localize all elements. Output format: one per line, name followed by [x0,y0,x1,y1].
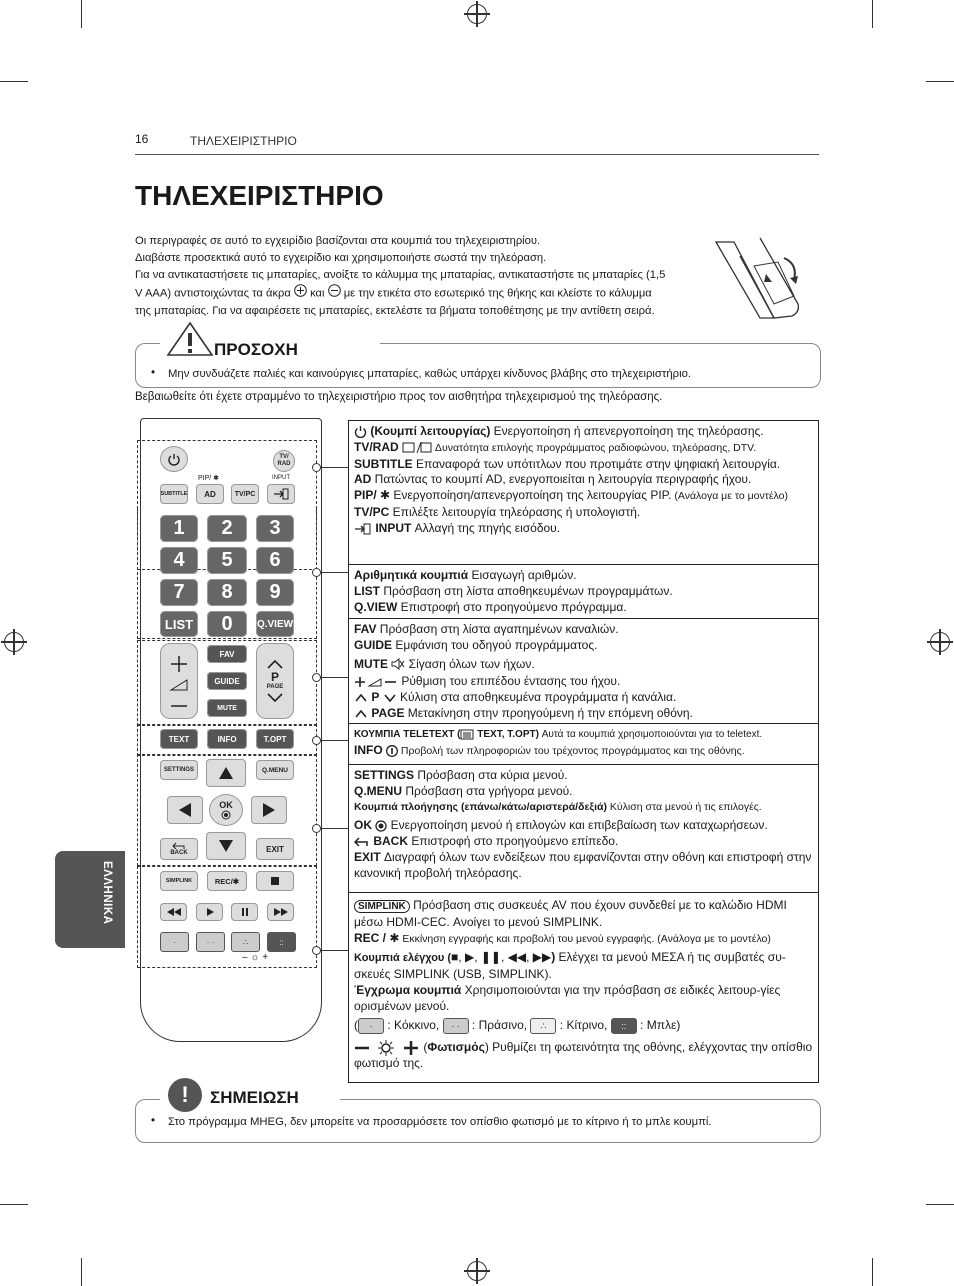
ad-label: AD [354,472,372,487]
callout-dot [312,673,321,682]
teletext-desc: Αυτά τα κουμπιά χρησιμοποιούνται για το teletext. [538,729,763,740]
caution-header [160,330,380,360]
simplink-label: SIMPLINK [354,900,410,913]
mute-desc: Σίγαση όλων των ήχων. [405,656,535,671]
tvrad-label: TV/RAD [354,439,399,454]
pause-icon [240,907,250,917]
green-button[interactable]: · · [196,932,225,952]
header-rule [135,154,819,155]
control-desc: Ελέγχει τα μενού ΜΕΣΑ ή τις συμβατές συ-σκευές SIMPLINK (USB, SIMPLINK). [354,950,786,982]
guide-label: GUIDE [354,637,393,652]
caution-text: Μην συνδυάζετε παλιές και καινούργιες μπαταρίες, καθώς υπάρχει κίνδυνος βλάβης στο τηλεχειριστήριο. [168,368,692,380]
note-heading: ΣΗΜΕΙΩΣΗ [210,1088,299,1107]
arrow-up-icon [218,766,234,780]
arrow-right-icon [262,802,276,818]
caution-heading: ΠΡΟΣΟΧΗ [214,340,298,359]
green-desc: : Πράσινο, [471,1017,528,1032]
info-label: INFO [354,742,383,757]
yellow-button-icon: ∴ [530,1018,556,1034]
asterisk-icon: ✱ [380,488,391,503]
tvrad-desc: Δυνατότητα επιλογής προγράμματος ραδιοφώνου, τηλεόρασης, DTV. [432,441,757,454]
nav-label: Κουμπιά πλοήγησης (επάνω/κάτω/αριστερά/δεξιά) [354,800,607,813]
list-desc: Πρόσβαση στη λίστα αποθηκευμένων προγραμμάτων. [380,583,673,598]
pip-label: PIP/ ✱ [198,475,220,482]
play-button[interactable] [196,903,223,921]
simplink-desc: Πρόσβαση στις συσκευές AV που έχουν συνδεθεί με το καλώδιο HDMI μέσω HDMI-CEC. Ανοίγει το μενού SIMPLINK. [354,898,787,929]
power-button[interactable] [160,446,188,472]
language-tab [55,851,125,948]
registration-mark-icon [467,1261,487,1281]
back-label: BACK [170,850,188,856]
tvpc-label: TV/PC [354,504,390,519]
qmenu-desc: Πρόσβαση στα γρήγορα μενού. [402,783,573,798]
nav-right-button[interactable] [251,796,287,824]
mute-icon [391,658,405,670]
tv-rad-button[interactable]: TV/ RAD [273,450,295,472]
crop-mark [0,1204,28,1205]
back-desc: Επιστροφή στο προηγούμενο επίπεδο. [408,834,619,849]
numbers-label: Αριθμητικά κουμπιά [354,568,469,582]
intro-line: της μπαταρίας. Για να αφαιρέσετε τις μπαταρίες, εκτελέστε τα βήματα τοποθέτησης με την αντίθετη σειρά. [135,305,655,317]
crop-mark [872,1258,873,1286]
nav-up-button[interactable] [206,759,246,787]
note-exclamation-icon: ! [168,1078,202,1112]
crop-mark [926,1204,954,1205]
list-label: LIST [354,583,380,598]
aim-instruction: Βεβαιωθείτε ότι έχετε στραμμένο το τηλεχειριστήριο προς τον αισθητήρα τηλεχειρισμού της τηλεόρασης. [135,391,663,403]
program-label: P [270,670,279,684]
caution-bullet: • [151,367,156,379]
running-header: ΤΗΛΕΧΕΙΡΙΣΤΗΡΙΟ [190,134,297,148]
blue-desc: : Μπλε) [640,1017,681,1032]
pip-label: PIP/ [354,488,377,503]
info-desc: Προβολή των πληροφοριών του τρέχοντος προγράμματος και της οθόνης. [398,744,745,757]
rec-desc: Εκκίνηση εγγραφής και προβολή του μενού εγγραφής. (Ανάλογα με το μοντέλο) [399,932,771,945]
power-icon [167,452,181,466]
subtitle-label: SUBTITLE [354,456,413,471]
intro-line: με την ετικέτα στο εσωτερικό της θήκης και κλείστε το κάλυμμα [343,287,652,300]
nav-left-button[interactable] [167,796,203,824]
note-header [160,1078,340,1108]
callout-dot [312,946,321,955]
plus-circle-icon [294,284,307,303]
input-label: INPUT [272,475,290,481]
play-icon [205,907,215,917]
chevron-down-icon [265,690,285,704]
intro-line: Οι περιγραφές σε αυτό το εγχειρίδιο βασίζονται στα κουμπιά του τηλεχειριστηρίου. [135,235,541,247]
page-label: PAGE [266,684,284,690]
blue-button[interactable]: :: [267,932,296,952]
fast-forward-button[interactable] [267,903,294,921]
page-desc: Μετακίνηση στην προηγούμενη ή την επόμενη οθόνη. [404,705,693,720]
exit-desc: Διαγραφή όλων των ενδείξεων που εμφανίζονται στην οθόνη και επιστροφή στην κανονική προβολή τηλεόρασης. [354,849,812,880]
section-numbers [349,565,818,619]
navigation-pad [161,756,295,864]
fav-button[interactable]: FAV [207,645,247,663]
fav-label: FAV [354,622,377,636]
control-label: Κουμπιά ελέγχου ( [354,952,452,965]
qview-button[interactable]: Q.VIEW [256,611,294,637]
language-tab-label: ΕΛΛΗΝΙΚΑ [101,861,113,925]
settings-button[interactable]: SETTINGS [160,760,198,780]
input-icon [354,523,372,535]
battery-cover-illustration [708,234,808,322]
digit-3-button[interactable]: 3 [256,515,294,542]
red-desc: : Κόκκινο, [387,1017,440,1032]
control-label-close: ) [551,950,556,965]
chevron-up-icon [354,709,368,719]
qview-desc: Επιστροφή στο προηγούμενο πρόγραμμα. [397,599,627,614]
digit-6-button[interactable]: 6 [256,547,294,574]
digit-0-button[interactable]: 0 [207,611,247,637]
guide-button[interactable]: GUIDE [207,672,247,690]
subtitle-desc: Επαναφορά των υπότιτλων που προτιμάτε στην ψηφιακή λειτουργία. [412,456,781,471]
info-button[interactable]: INFO [207,729,247,749]
exit-button[interactable]: EXIT [256,838,294,860]
power-desc: Ενεργοποίηση ή απενεργοποίηση της τηλεόρασης. [490,424,764,438]
digit-9-button[interactable]: 9 [256,579,294,606]
rec-label: REC / [354,930,387,945]
mute-label: MUTE [354,656,388,671]
input-label: INPUT [375,520,412,535]
page-title: ΤΗΛΕΧΕΙΡΙΣΤΗΡΙΟ [135,180,384,211]
mute-button[interactable]: MUTE [207,699,247,717]
ok-label: OK [219,800,233,810]
crop-mark [872,0,873,28]
digit-1-button[interactable]: 1 [160,515,198,542]
input-icon [273,488,289,500]
pip-desc: Ενεργοποίηση/απενεργοποίηση της λειτουργίας PIP. [390,488,672,503]
numbers-desc: Εισαγωγή αριθμών. [468,568,577,582]
color-desc: Χρησιμοποιούνται για την πρόσβαση σε ειδικές λειτουρ-γίες ορισμένων μενού. [354,982,781,1013]
section-volume-program [349,619,818,724]
tvpc-button[interactable]: TV/PC [231,484,259,504]
chevron-up-icon [265,658,285,670]
ok-icon [375,820,387,832]
backlight-label: – ☼ + [242,952,269,963]
yellow-desc: : Κίτρινο, [559,1017,608,1032]
ok-icon [221,810,231,820]
crop-mark [926,81,954,82]
green-button-icon: · · [443,1018,469,1034]
chevron-down-icon [383,693,397,703]
digit-7-button[interactable]: 7 [160,579,198,606]
program-label: P [371,690,380,705]
blue-button-icon: :: [611,1018,637,1034]
media-control-icons: ■, ▶, ❚❚, ◀◀, ▶▶ [451,950,552,965]
power-icon [354,425,367,438]
note-bullet: • [151,1115,156,1127]
button-description-table [348,420,819,1083]
crop-mark [0,81,28,82]
fav-desc: Πρόσβαση στη λίστα αγαπημένων καναλιών. [376,622,619,636]
text-button[interactable]: TEXT [160,729,198,749]
input-desc: Αλλαγή της πηγής εισόδου. [411,520,561,535]
callout-dot [312,568,321,577]
arrow-down-icon [218,839,234,853]
minus-circle-icon [328,284,341,303]
crop-mark [81,1258,82,1286]
digit-5-button[interactable]: 5 [207,547,247,574]
program-rocker[interactable] [256,643,294,719]
asterisk-icon: ✱ [389,930,400,945]
stop-icon [270,876,280,886]
fast-forward-icon [273,907,289,917]
intro-line: Διαβάστε προσεκτικά αυτό το εγχειρίδιο και χρησιμοποιήστε σωστά την τηλεόραση. [135,252,547,264]
red-button[interactable]: · [160,932,189,952]
registration-mark-icon [930,632,950,652]
ad-desc: Πατώντας το κουμπί AD, ενεργοποιείται η λειτουργία περιγραφής ήχου. [371,472,752,487]
page-number: 16 [135,132,149,146]
backlight-desc: ) Ρυθμίζει τη φωτεινότητα της οθόνης, ελέγχοντας την οπίσθιο φωτισμό της. [354,1039,813,1070]
ad-button[interactable]: AD [196,484,224,504]
exit-label: EXIT [354,849,381,864]
callout-dot [312,463,321,472]
nav-down-button[interactable] [206,832,246,860]
pause-button[interactable] [231,903,258,921]
volume-icon [354,676,398,688]
tv-radio-icon [402,441,432,454]
qmenu-button[interactable]: Q.MENU [256,760,294,780]
arrow-left-icon [178,802,192,818]
tvpc-desc: Επιλέξτε λειτουργία τηλεόρασης ή υπολογιστή. [389,504,641,519]
guide-desc: Εμφάνιση του οδηγού προγράμματος. [392,637,598,652]
ok-desc: Ενεργοποίηση μενού ή επιλογών και επιβεβαίωση των καταχωρήσεων. [387,818,768,833]
teletext-label-2: TEXT, T.OPT) [474,729,539,740]
power-label: (Κουμπί λειτουργίας) [370,424,491,438]
rewind-icon [166,907,182,917]
yellow-button[interactable]: ∴ [231,932,260,952]
back-icon [172,842,186,850]
volume-icon [166,646,192,716]
stop-button[interactable] [256,871,294,891]
section-power-group [349,421,818,565]
digit-2-button[interactable]: 2 [207,515,247,542]
ok-button[interactable] [209,794,243,826]
callout-dot [312,736,321,745]
note-text: Στο πρόγραμμα MHEG, δεν μπορείτε να προσαρμόσετε τον οπίσθιο φωτισμό με το κίτρινο ή το μπλε κουμπί. [168,1116,712,1128]
rec-button[interactable]: REC/✱ [207,871,247,891]
chevron-up-icon [354,693,368,703]
nav-desc: Κύλιση στα μενού ή τις επιλογές. [606,800,762,813]
intro-line: Για να αντικαταστήσετε τις μπαταρίες, ανοίξτε το κάλυμμα της μπαταρίας, αντικαταστήστε τις μπαταρίες (1,5 [135,269,666,281]
red-button-icon: · [358,1018,384,1034]
ok-label: OK [354,818,372,833]
registration-mark-icon [467,4,487,24]
registration-mark-icon [4,632,24,652]
digit-4-button[interactable]: 4 [160,547,198,574]
input-button[interactable] [267,484,295,504]
intro-line: και [310,287,325,300]
page-label: PAGE [371,705,405,720]
color-label: Έγχρωμα κουμπιά [354,982,462,997]
back-icon [354,836,370,848]
crop-mark [81,0,82,28]
topt-button[interactable]: T.OPT [256,729,294,749]
backlight-label: Φωτισμός [427,1039,485,1054]
list-button[interactable]: LIST [160,611,198,637]
digit-8-button[interactable]: 8 [207,579,247,606]
section-simplink-media: SIMPLINK Πρόσβαση στις συσκευές AV που έχουν συνδεθεί με το καλώδιο HDMI μέσω HDMI-CEC. Ανοίγει το μενού SIMPLINK. REC / ✱ Εκκίνηση εγγραφής και προβολή του μενού εγγραφής. (Ανάλογα με το μοντέλο) Κουμπιά ελέγχου (■, ▶, ❚❚, ◀◀, ▶▶) Ελέγχει τα μενού ΜΕΣΑ ή τις συμβατές συ-σκευές SIMPLINK (USB, SIMPLINK). Έγχρωμα κουμπιά Χρησιμοποιούνται για την πρόσβαση σε ειδικές λειτουρ-γίες ορισμένων μενού. ( · : Κόκκινο, · · : Πράσινο, ∴ : Κίτρινο, :: : Μπλε) (Φωτισμός) Ρυθμίζει τη φωτεινότητα της οθόνης, ελέγχοντας την οπίσθιο φωτισμό της. [354,898,813,1070]
qmenu-label: Q.MENU [354,783,402,798]
settings-desc: Πρόσβαση στα κύρια μενού. [414,768,568,782]
pip-note: (Ανάλογα με το μοντέλο) [671,490,788,503]
backlight-icon [354,1040,420,1056]
back-button[interactable] [160,838,198,860]
section-navigation [349,765,818,893]
rewind-button[interactable] [160,903,187,921]
text-icon [460,729,474,740]
intro-text [135,233,705,320]
program-desc: Κύλιση στα αποθηκευμένα προγράμματα ή κανάλια. [396,690,677,705]
volume-rocker[interactable] [160,643,198,719]
volume-desc: Ρύθμιση του επιπέδου έντασης του ήχου. [398,674,621,689]
info-icon [386,745,398,757]
subtitle-button[interactable]: SUBTITLE [160,484,188,504]
qview-label: Q.VIEW [354,599,398,614]
settings-label: SETTINGS [354,768,415,782]
teletext-label: ΚΟΥΜΠΙΑ TELETEXT ( [354,729,461,740]
callout-dot [312,824,321,833]
section-teletext [349,724,818,765]
simplink-button[interactable]: SIMPLINK [160,871,198,891]
warning-triangle-icon [166,321,214,357]
intro-line: V AAA) αντιστοιχώντας τα άκρα [135,287,291,300]
back-label: BACK [373,834,409,849]
